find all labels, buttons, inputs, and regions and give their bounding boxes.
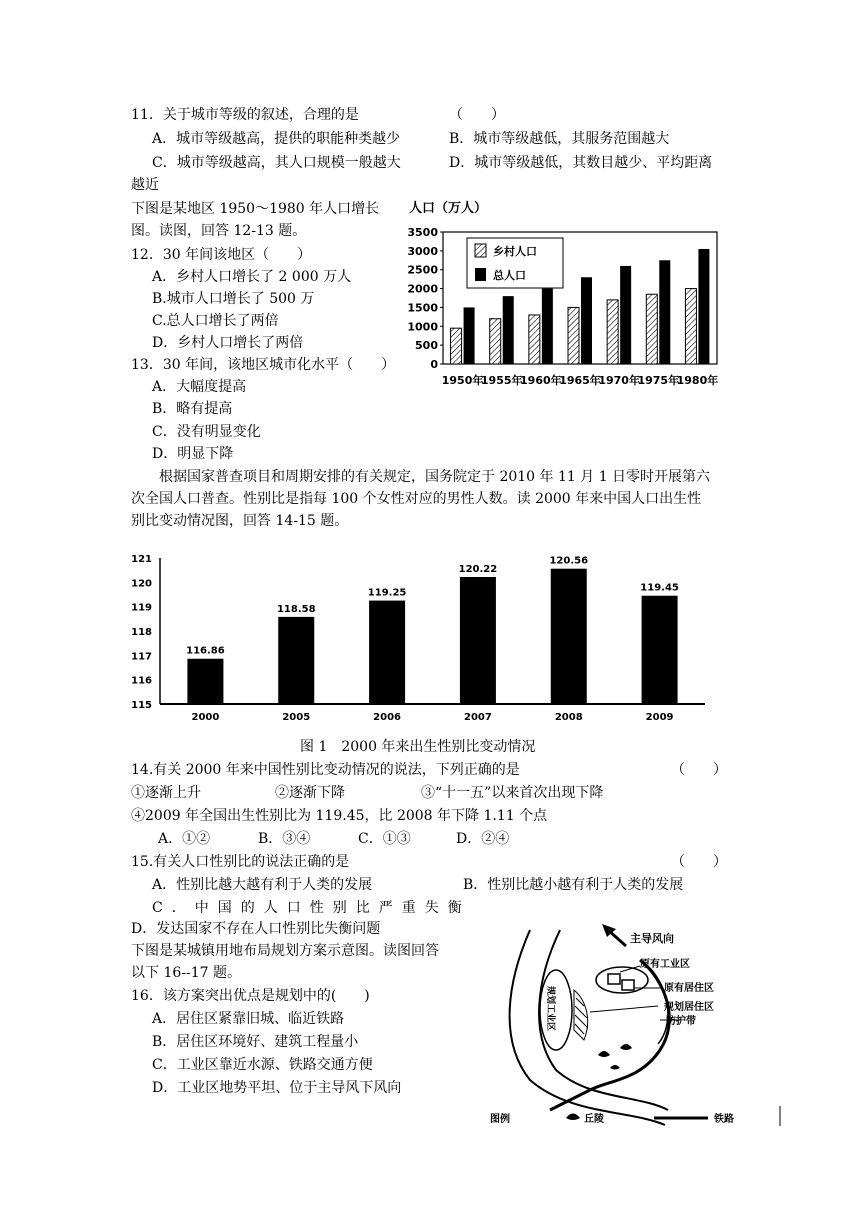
map-legend-label: 图例 [490, 1114, 510, 1125]
q14-stem: 14.有关 2000 年来中国性别比变动情况的说法，下列正确的是 [131, 762, 520, 778]
q12-stem: 12．30 年间该地区（ ） [131, 247, 312, 263]
intro-14-15-line3: 别比变动情况图，回答 14-15 题。 [131, 513, 349, 529]
q13-stem: 13．30 年间，该地区城市化水平（ ） [131, 357, 396, 373]
q15-answer-paren: （ ） [671, 854, 727, 870]
q11-option-d-continued: 越近 [131, 177, 159, 193]
population-chart-xtick-label: 1965年 [559, 374, 601, 387]
population-bar-rural [451, 328, 462, 364]
q14-statement-2: ②逐渐下降 [275, 785, 345, 801]
q15-option-d: D．发达国家不存在人口性别比失衡问题 [131, 921, 381, 937]
sex-ratio-xtick-label: 2009 [645, 712, 674, 723]
sex-ratio-ytick-label: 119 [131, 602, 152, 614]
population-chart-ytick-label: 2500 [407, 263, 438, 277]
population-chart-ytick-label: 3500 [407, 226, 438, 239]
population-bar-total [581, 277, 592, 364]
population-chart-xtick-label: 1955年 [480, 374, 523, 387]
population-chart-xtick-label: 1960年 [520, 374, 562, 387]
population-bar-rural [685, 289, 696, 364]
sex-ratio-ytick-label: 115 [131, 700, 152, 711]
sex-ratio-data-label: 119.25 [367, 587, 407, 599]
town-layout-map [490, 920, 790, 1130]
q15-option-c: C．中国的人口性别比严重失衡 [152, 900, 471, 916]
map-label-industry-old: 原有工业区 [640, 959, 690, 970]
population-bar-total [503, 296, 514, 364]
sex-ratio-bar [460, 577, 496, 704]
q12-option-c: C.总人口增长了两倍 [152, 313, 279, 329]
q16-stem: 16．该方案突出优点是规划中的( ) [131, 988, 370, 1004]
population-bar-total [620, 266, 631, 364]
sex-ratio-bar [278, 617, 314, 704]
intro-16-17-line1: 下图是某城镇用地布局规划方案示意图。读图回答 [131, 943, 439, 959]
map-legend-rail: 铁路 [714, 1114, 734, 1125]
population-chart-ytick-label: 500 [415, 339, 438, 353]
map-legend-hill: 丘陵 [584, 1114, 604, 1125]
q14-option-b: B．③④ [258, 831, 311, 847]
map-label-windbreak: 防护带 [666, 1016, 696, 1027]
population-chart-xtick-label: 1980年 [676, 374, 719, 387]
intro-14-15-line1: 根据国家普查项目和周期安排的有关规定，国务院定于 2010 年 11 月 1 日零时开展第六 [159, 469, 711, 485]
sex-ratio-xtick-label: 2006 [373, 712, 402, 723]
population-growth-chart [405, 196, 735, 394]
q14-statement-4: ④2009 年全国出生性别比为 119.45，比 2008 年下降 1.11 个点 [131, 808, 548, 824]
population-bar-rural [490, 319, 501, 364]
sex-ratio-ytick-label: 118 [131, 627, 152, 638]
population-chart-ytick-label: 1500 [407, 301, 438, 315]
population-bar-rural [646, 294, 657, 364]
q14-statement-1: ①逐渐上升 [131, 785, 201, 801]
sex-ratio-ytick-label: 116 [131, 675, 152, 687]
sex-ratio-data-label: 120.56 [549, 555, 589, 567]
sex-ratio-chart-caption: 图 1 2000 年来出生性别比变动情况 [300, 739, 536, 755]
sex-ratio-data-label: 116.86 [186, 645, 225, 657]
map-label-residential-old: 原有居住区 [664, 983, 714, 994]
sex-ratio-ytick-label: 120 [131, 578, 152, 590]
q15-stem: 15.有关人口性别比的说法正确的是 [131, 854, 350, 870]
population-chart-ytick-label: 1000 [407, 320, 438, 334]
q13-option-a: A．大幅度提高 [152, 379, 247, 395]
sex-ratio-bar [642, 596, 678, 704]
q14-option-a: A．①② [158, 831, 211, 847]
sex-ratio-xtick-label: 2000 [191, 712, 220, 723]
q11-stem: 11．关于城市等级的叙述，合理的是 [131, 107, 359, 123]
map-label-residential-plan: 规划居住区 [664, 1002, 714, 1013]
sex-ratio-xtick-label: 2005 [282, 712, 311, 723]
legend-swatch-rural [475, 244, 486, 257]
intro-14-15-line2: 次全国人口普查。性别比是指每 100 个女性对应的男性人数。读 2000 年来中国人口出生性 [131, 491, 702, 507]
q13-option-b: B．略有提高 [152, 401, 233, 417]
q11-option-b: B．城市等级越低，其服务范围越大 [449, 131, 670, 147]
q14-statement-3: ③“十一五”以来首次出现下降 [421, 785, 604, 801]
population-bar-total [464, 307, 475, 364]
sex-ratio-data-label: 118.58 [276, 603, 316, 615]
q16-option-d: D．工业区地势平坦、位于主导风下风向 [152, 1080, 402, 1096]
intro-12-13-line2: 图。读图，回答 12-13 题。 [131, 223, 307, 239]
population-bar-rural [607, 300, 618, 364]
q14-answer-paren: （ ） [671, 762, 727, 778]
q12-option-a: A．乡村人口增长了 2 000 万人 [152, 269, 352, 285]
q12-option-d: D．乡村人口增长了两倍 [152, 335, 304, 351]
wind-arrow-icon [602, 924, 626, 946]
population-chart-xtick-label: 1970年 [598, 374, 640, 387]
q15-option-b: B．性别比越小越有利于人类的发展 [463, 877, 684, 893]
q15-option-a: A．性别比越大越有利于人类的发展 [152, 877, 373, 893]
sex-ratio-data-label: 119.45 [640, 582, 679, 594]
q11-option-d: D．城市等级越低，其数目越少、平均距离 [449, 155, 713, 171]
sex-ratio-bar [551, 569, 587, 704]
q16-option-c: C．工业区靠近水源、铁路交通方便 [152, 1057, 373, 1073]
hill-icon [598, 1044, 632, 1070]
q13-option-c: C．没有明显变化 [152, 424, 261, 440]
population-bar-rural [529, 315, 540, 364]
q16-option-b: B．居住区环境好、建筑工程量小 [152, 1034, 359, 1050]
legend-label-rural: 乡村人口 [493, 245, 537, 258]
population-chart-legend [467, 238, 563, 288]
q11-option-c: C．城市等级越高，其人口规模一般越大 [152, 155, 401, 171]
population-chart-ylabel: 人口（万人） [409, 201, 488, 216]
sex-ratio-bar [369, 601, 405, 704]
sex-ratio-data-label: 120.22 [458, 563, 498, 575]
population-bar-total [698, 249, 709, 364]
sex-ratio-chart [130, 548, 730, 728]
population-bar-total [542, 289, 553, 364]
population-chart-ytick-label: 3000 [407, 244, 438, 258]
population-chart-ytick-label: 0 [430, 358, 438, 371]
intro-16-17-line2: 以下 16--17 题。 [131, 965, 241, 981]
legend-label-total: 总人口 [493, 269, 526, 282]
q13-option-d: D．明显下降 [152, 446, 234, 462]
q12-option-b: B.城市人口增长了 500 万 [152, 291, 315, 307]
population-chart-ytick-label: 2000 [407, 282, 438, 296]
sex-ratio-bar [187, 659, 223, 704]
population-bar-rural [568, 307, 579, 364]
q11-answer-paren: （ ） [449, 107, 505, 123]
q14-option-d: D．②④ [456, 831, 510, 847]
population-bar-total [659, 260, 670, 364]
intro-12-13-line1: 下图是某地区 1950～1980 年人口增长 [131, 201, 380, 217]
legend-hill-icon [566, 1114, 580, 1121]
map-label-industry-plan: 规划工业区 [545, 986, 555, 1032]
sex-ratio-xtick-label: 2008 [554, 712, 583, 723]
q11-option-a: A．城市等级越高，提供的职能种类越少 [152, 131, 401, 147]
population-chart-xtick-label: 1975年 [637, 374, 680, 387]
sex-ratio-xtick-label: 2007 [463, 712, 492, 723]
q14-option-c: C．①③ [358, 831, 411, 847]
map-label-wind: 主导风向 [630, 932, 674, 945]
sex-ratio-ytick-label: 117 [131, 651, 152, 663]
sex-ratio-ytick-label: 121 [131, 554, 152, 565]
population-chart-xtick-label: 1950年 [441, 374, 484, 387]
q16-option-a: A．居住区紧靠旧城、临近铁路 [152, 1011, 345, 1027]
legend-swatch-total [475, 268, 486, 281]
